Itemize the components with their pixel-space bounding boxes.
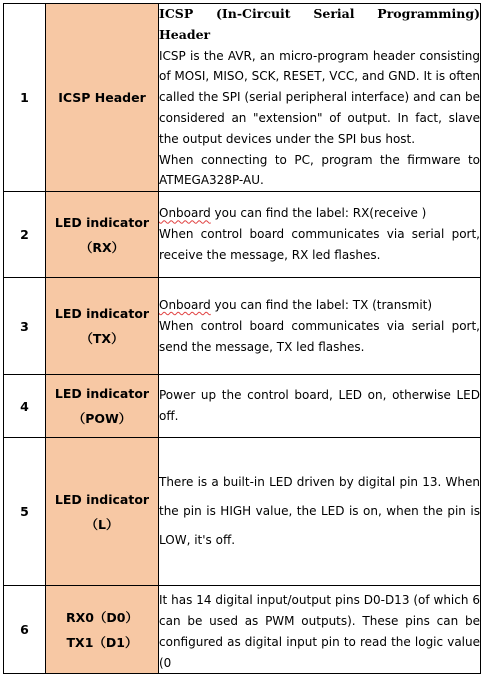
description-paragraph: It has 14 digital input/output pins D0-D13 (of which 6 can be used as PWM outputs). These pins can be configured as digital input pin to read the logic value (0 — [159, 593, 480, 670]
component-name — [46, 375, 159, 438]
table-row — [4, 586, 481, 674]
description-paragraph: When control board communicates via serial port, send the message, TX led flashes. — [159, 318, 480, 354]
component-name-line: LED indicator — [54, 491, 150, 507]
component-description — [159, 586, 481, 674]
component-name — [46, 438, 159, 586]
spellcheck-word: Onboard — [159, 206, 211, 221]
description-paragraph: There is a built-in LED driven by digital pin 13. When the pin is HIGH value, the LED is on, when the pin is LOW, it's off. — [159, 475, 480, 548]
component-name-line: （RX） — [79, 239, 125, 255]
component-description — [159, 192, 481, 278]
row-number: 5 — [4, 438, 46, 586]
row-number: 3 — [4, 278, 46, 375]
component-name-line: ICSP Header — [58, 90, 146, 106]
component-description — [159, 4, 481, 192]
label-text: you can find the label: RX(receive ) — [210, 206, 427, 221]
table-row — [4, 4, 481, 192]
description-paragraph: ICSP is the AVR, an micro-program header consisting of MOSI, MISO, SCK, RESET, VCC, and GND. It is often called the SPI (serial peripheral interface) and can be considered an "extension" of output. In fact, slave the output devices under the SPI bus host. — [159, 48, 480, 146]
component-spec-table — [3, 3, 481, 674]
spellcheck-word: Onboard — [159, 297, 211, 312]
table-row — [4, 375, 481, 438]
table-row — [4, 438, 481, 586]
table-row — [4, 278, 481, 375]
table-row — [4, 192, 481, 278]
onboard-label-line — [159, 203, 480, 224]
component-name-line: （POW） — [72, 411, 132, 427]
row-number: 2 — [4, 192, 46, 278]
description-paragraph: When connecting to PC, program the firmware to ATMEGA328P-AU. — [159, 152, 480, 188]
component-name-line: TX1（D1） — [66, 634, 138, 650]
description-paragraph: Power up the control board, LED on, otherwise LED off. — [159, 388, 480, 424]
onboard-label-line — [159, 295, 480, 316]
row-number: 6 — [4, 586, 46, 674]
component-name — [46, 586, 159, 674]
component-description — [159, 278, 481, 375]
row-number: 4 — [4, 375, 46, 438]
component-name-line: RX0（D0） — [65, 609, 139, 625]
component-name — [46, 192, 159, 278]
row-number: 1 — [4, 4, 46, 192]
component-name — [46, 4, 159, 192]
component-name-line: （L） — [85, 516, 119, 532]
component-description — [159, 438, 481, 586]
label-text: you can find the label: TX (transmit) — [210, 297, 433, 312]
component-name-line: LED indicator — [54, 306, 150, 322]
component-name-line: LED indicator — [54, 214, 150, 230]
component-description — [159, 375, 481, 438]
description-heading: ICSP (In-Circuit Serial Programming) Header — [159, 6, 480, 42]
component-name-line: （TX） — [80, 331, 124, 347]
component-name-line: LED indicator — [54, 386, 150, 402]
description-paragraph: When control board communicates via serial port, receive the message, RX led flashes. — [159, 227, 480, 263]
component-name — [46, 278, 159, 375]
